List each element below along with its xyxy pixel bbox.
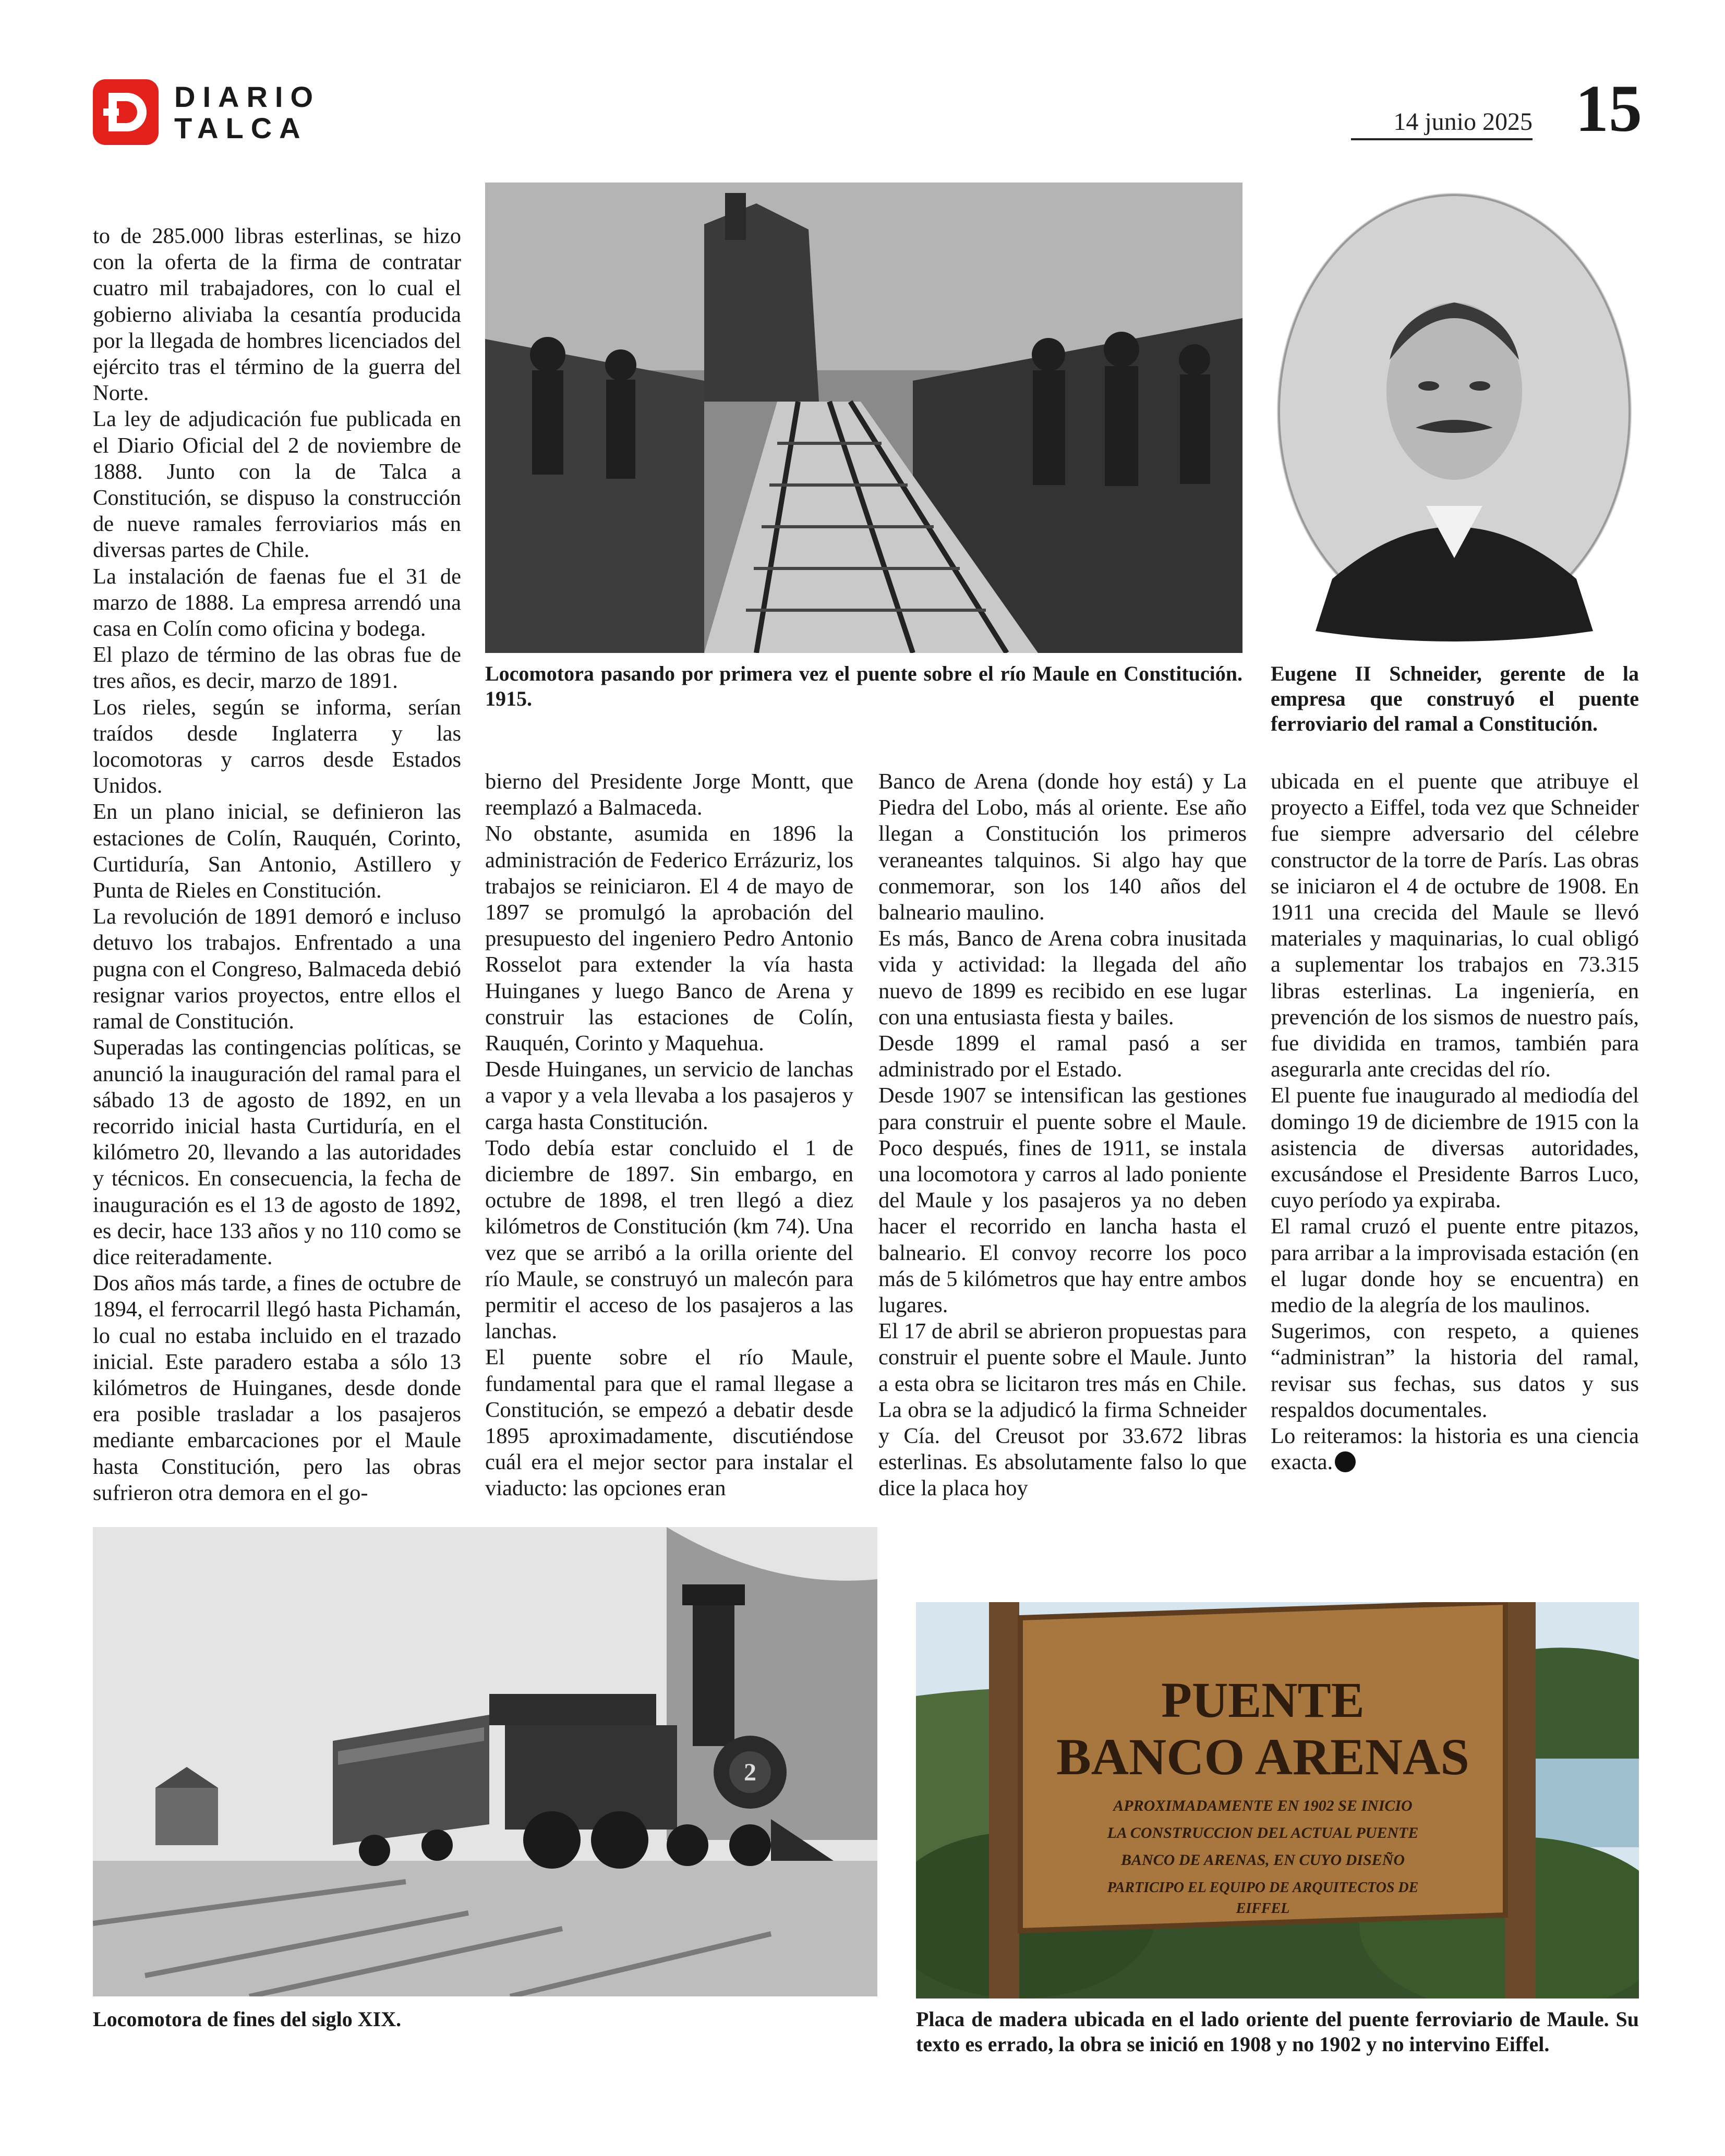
bridge-photo-caption: Locomotora pasando por primera vez el puente sobre el río Maule en Constitución. 1915. xyxy=(485,662,1243,710)
paragraph: Desde Huinganes, un servicio de lanchas a vapor y a vela llevaba a los pasajeros y carga hasta Constitución. xyxy=(485,1057,853,1134)
locomotive-caption: Locomotora de fines del siglo XIX. xyxy=(93,2007,402,2031)
sign-caption: Placa de madera ubicada en el lado oriente del puente ferroviario de Maule. Su texto es errado, la obra se inició en 1908 y no 1902 y no intervino Eiffel. xyxy=(916,2007,1639,2056)
sign-line-4: PARTICIPO EL EQUIPO DE ARQUITECTOS DE xyxy=(1107,1880,1419,1896)
paragraph: Sugerimos, con respeto, a quienes “administran” la historia del ramal, revisar sus fechas, sus datos y sus respaldos documentales. xyxy=(1271,1319,1639,1422)
paragraph: bierno del Presidente Jorge Montt, que reemplazó a Balmaceda. xyxy=(485,769,853,820)
schneider-portrait xyxy=(1270,183,1639,653)
text-column-2 xyxy=(485,769,853,1502)
article-end-icon xyxy=(1335,1451,1356,1472)
paragraph: El 17 de abril se abrieron propuestas para construir el puente sobre el Maule. Junto a esta obra se licitaron tres más en Chile. La obra se la adjudicó la firma Schneider y Cía. del Creusot por 33.672 libras esterlinas. Es absolutamente falso lo que dice la placa hoy xyxy=(878,1319,1247,1501)
paragraph: Banco de Arena (donde hoy está) y La Piedra del Lobo, más al oriente. Ese año llegan a Constitución los primeros veraneantes talquinos. Si algo hay que conmemorar, son los 140 años del balneario maulino. xyxy=(878,769,1247,925)
paragraph: Es más, Banco de Arena cobra inusitada vida y actividad: la llegada del año nuevo de 1899 es recibido en ese lugar con una entusiasta fiesta y bailes. xyxy=(878,926,1247,1029)
portrait-caption: Eugene II Schneider, gerente de la empresa que construyó el puente ferroviario del ramal a Constitución. xyxy=(1271,662,1639,735)
closing-paragraph xyxy=(1271,1423,1639,1475)
paragraph: to de 285.000 libras esterlinas, se hizo con la oferta de la firma de contratar cuatro mil trabajadores, con lo cual el gobierno aliviaba la cesantía producida por la llegada de hombres licenciados del ejército tras el término de la guerra del Norte. xyxy=(93,224,461,406)
diario-talca-logo[interactable] xyxy=(93,79,322,145)
paragraph: Los rieles, según se informa, serían traídos desde Inglaterra y las locomotoras y carros desde Estados Unidos. xyxy=(93,695,461,798)
paragraph: La ley de adjudicación fue publicada en el Diario Oficial del 2 de noviembre de 1888. Junto con la de Talca a Constitución, se dispuso la construcción de nueve ramales ferroviarios más en diversas partes de Chile. xyxy=(93,407,461,563)
paragraph: El puente fue inaugurado al mediodía del domingo 19 de diciembre de 1915 con la asistencia de diversas autoridades, excusándose el Presidente Barros Luco, cuyo período ya expiraba. xyxy=(1271,1083,1639,1213)
paragraph: Todo debía estar concluido el 1 de diciembre de 1897. Sin embargo, en octubre de 1898, el tren llegó a diez kilómetros de Constitución (km 74). Una vez que se arribó a la orilla oriente del río Maule, se construyó un malecón para permitir el acceso de los pasajeros a las lanchas. xyxy=(485,1135,853,1344)
sign-line-1: APROXIMADAMENTE EN 1902 SE INICIO xyxy=(1113,1797,1413,1814)
paragraph: ubicada en el puente que atribuye el proyecto a Eiffel, toda vez que Schneider fue siempre adversario del célebre constructor de la torre de París. Las obras se iniciaron el 4 de octubre de 1908. En 1911 una crecida del Maule se llevó materiales y maquinarias, lo cual obligó a suplementar los trabajos en 73.315 libras esterlinas. La ingeniería, en prevención de los sismos de nuestro país, fue dividida en tramos, también para asegurarla ante crecidas del río. xyxy=(1271,769,1639,1082)
text-column-4 xyxy=(1271,769,1639,1475)
sign-line-5: EIFFEL xyxy=(1236,1900,1290,1917)
locomotive-number: 2 xyxy=(744,1759,756,1786)
locomotive-photo xyxy=(93,1527,877,1996)
sign-title-line-1: PUENTE xyxy=(1161,1672,1365,1728)
paragraph: En un plano inicial, se definieron las estaciones de Colín, Rauquén, Corinto, Curtiduría, San Antonio, Astillero y Punta de Rieles en Constitución. xyxy=(93,800,461,903)
paragraph: No obstante, asumida en 1896 la administración de Federico Errázuriz, los trabajos se reiniciaron. El 4 de mayo de 1897 se promulgó la aprobación del presupuesto del ingeniero Pedro Antonio Rosselot para extender la vía hasta Huinganes y luego Banco de Arena y construir las estaciones de Colín, Rauquén, Corinto y Maquehua. xyxy=(485,821,853,1056)
paragraph: Superadas las contingencias políticas, se anunció la inauguración del ramal para el sábado 13 de agosto de 1892, en un recorrido inicial hasta Curtiduría, en el kilómetro 20, llevando a las autoridades y técnicos. En consecuencia, la fecha de inauguración es el 13 de agosto de 1892, es decir, hace 133 años y no 110 como se dice reiteradamente. xyxy=(93,1035,461,1269)
paragraph: La instalación de faenas fue el 31 de marzo de 1888. La empresa arrendó una casa en Colín como oficina y bodega. xyxy=(93,564,461,641)
bridge-inauguration-photo xyxy=(485,183,1243,653)
sign-line-2: LA CONSTRUCCION DEL ACTUAL PUENTE xyxy=(1107,1824,1419,1842)
paragraph: El puente sobre el río Maule, fundamental para que el ramal llegase a Constitución, se empezó a debatir desde 1895 aproximadamente, discutiéndose cuál era el mejor sector para instalar el viaducto: las opciones eran xyxy=(485,1345,853,1501)
logo-line-1: DIARIO xyxy=(174,80,320,113)
puente-banco-arenas-sign-photo xyxy=(916,1602,1639,1998)
paragraph: Desde 1907 se intensifican las gestiones para construir el puente sobre el Maule. Poco después, fines de 1911, se instala una locomotora y carros al lado poniente del Maule y los pasajeros ya no deben hacer el recorrido en lancha hasta el balneario. El convoy recorre los poco más de 5 kilómetros que hay entre ambos lugares. xyxy=(878,1083,1247,1318)
logo-line-2: TALCA xyxy=(174,112,308,144)
paragraph: Dos años más tarde, a fines de octubre de 1894, el ferrocarril llegó hasta Pichamán, lo cual no estaba incluido en el trazado inicial. Este paradero estaba a sólo 13 kilómetros de Huinganes, desde donde era posible trasladar a los pasajeros mediante embarcaciones por el Maule hasta Constitución, pero las obras sufrieron otra demora en el go- xyxy=(93,1271,461,1505)
sign-line-3: BANCO DE ARENAS, EN CUYO DISEÑO xyxy=(1120,1851,1405,1869)
text-column-3 xyxy=(878,769,1247,1502)
paragraph: La revolución de 1891 demoró e incluso detuvo los trabajos. Enfrentado a una pugna con el Congreso, Balmaceda debió resignar varios proyectos, entre ellos el ramal de Constitución. xyxy=(93,904,461,1034)
paragraph: El ramal cruzó el puente entre pitazos, para arribar a la improvisada estación (en el lugar donde hoy se encuentra) en medio de la alegría de los maulinos. xyxy=(1271,1214,1639,1318)
text-column-1 xyxy=(93,223,461,1506)
sign-title-line-2: BANCO ARENAS xyxy=(1056,1728,1469,1786)
page-number: 15 xyxy=(1575,71,1642,146)
logo-text xyxy=(174,81,320,144)
logo-d-icon xyxy=(93,79,159,145)
issue-date: 14 junio 2025 xyxy=(1351,107,1533,140)
closing-text: Lo reiteramos: la historia es una ciencia exacta. xyxy=(1271,1424,1639,1475)
paragraph: El plazo de término de las obras fue de tres años, es decir, marzo de 1891. xyxy=(93,643,461,694)
paragraph: Desde 1899 el ramal pasó a ser administrado por el Estado. xyxy=(878,1031,1247,1082)
